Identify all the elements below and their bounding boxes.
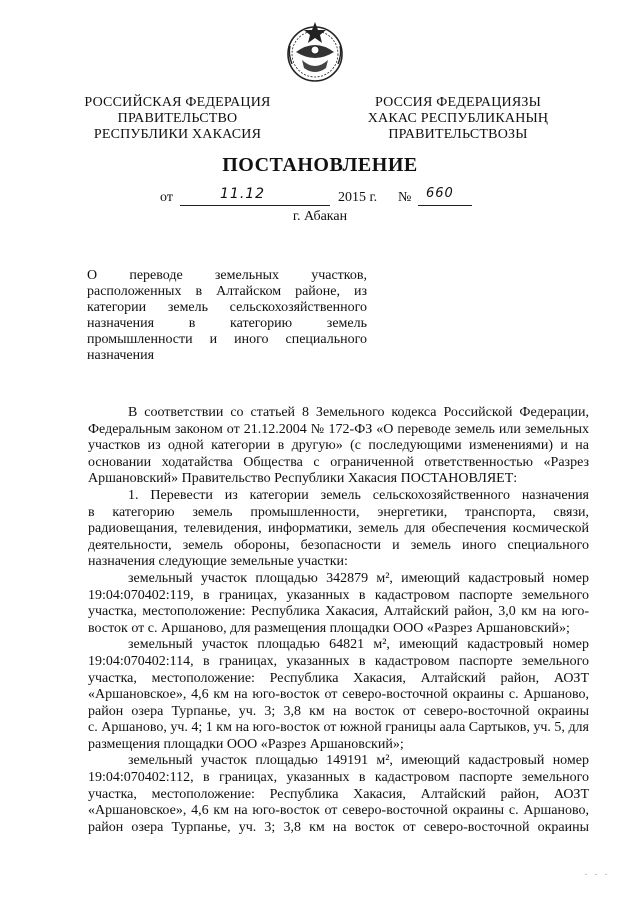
body-line: восток от с. Аршаново, для размещения площадки ООО «Разрез Аршановский»; — [88, 620, 570, 636]
header-left-line-1: РОССИЙСКАЯ ФЕДЕРАЦИЯ — [84, 95, 271, 110]
document-type-title: ПОСТАНОВЛЕНИЕ — [222, 154, 418, 176]
body-line: земельный участок площадью 64821 м², имеющий кадастровый номер — [128, 637, 589, 653]
body-line: район озера Турпанье, уч. 3; 3,8 км на восток от северо-восточной окраины — [88, 819, 589, 835]
body-line: участка, местоположение: Республика Хакасия, Алтайский район, АОЗТ — [88, 786, 589, 802]
body-line: земельный участок площадью 149191 м², имеющий кадастровый номер — [128, 753, 589, 769]
body-line: 1. Перевести из категории земель сельскохозяйственного назначения — [128, 487, 589, 503]
body-line: 19:04:070402:112, в границах, указанных в кадастровом паспорте земельного — [88, 770, 589, 786]
subject-line: назначения в категорию земель — [87, 316, 367, 331]
scan-corner-marks: . . . — [585, 868, 610, 877]
subject-line: назначения — [87, 348, 155, 363]
body-line: в категорию земель промышленности, энергетики, транспорта, связи, — [88, 504, 589, 520]
body-line: с. Аршаново, уч. 4; 1 км на юго-восток от южной границы аала Сартыков, уч. 5, для — [88, 720, 589, 736]
body-line: «Аршановское», 4,6 км на юго-восток от северо-восточной окраины с. Аршаново, — [88, 687, 589, 703]
body-line: В соответствии со статьей 8 Земельного кодекса Российской Федерации, — [128, 405, 589, 420]
coat-of-arms-emblem — [282, 16, 348, 88]
header-khakas — [358, 95, 558, 143]
number-sign: № — [398, 190, 412, 205]
body-line: 19:04:070402:114, в границах, указанных в кадастровом паспорте земельного — [88, 653, 589, 669]
body-line: участка, местоположение: Республика Хакасия, Алтайский район, АОЗТ — [88, 670, 589, 686]
subject-line: расположенных в Алтайском районе, из — [87, 284, 367, 299]
body-line: радиовещания, телевидения, информатики, земель для обеспечения космической — [88, 521, 589, 537]
header-left-line-2: ПРАВИТЕЛЬСТВО — [117, 111, 238, 126]
body-line: 19:04:070402:119, в границах, указанных в кадастровом паспорте земельного — [88, 587, 589, 603]
header-russian — [80, 95, 275, 143]
date-handwritten: 11.12 — [220, 186, 266, 202]
number-handwritten: 660 — [426, 186, 454, 201]
body-line: «Аршановское», 4,6 км на юго-восток от северо-восточной окраины с. Аршаново, — [88, 803, 589, 819]
subject-block — [87, 268, 367, 364]
body-line: назначения следующие земельные участки: — [88, 554, 348, 570]
body-line: земельный участок площадью 342879 м², имеющий кадастровый номер — [128, 570, 589, 586]
subject-line: промышленности и иного специального — [87, 332, 367, 347]
header-left-line-3: РЕСПУБЛИКИ ХАКАСИЯ — [93, 127, 262, 142]
body-line: деятельности, земель обороны, безопасности и земель иного специального — [88, 537, 589, 553]
resolution-body — [88, 405, 589, 836]
body-line: участков из одной категории в другую» (с последующими изменениями) и на — [88, 438, 589, 454]
subject-line: О переводе земельных участков, — [87, 268, 367, 283]
date-prefix: от — [160, 190, 173, 205]
header-right-line-2: ХАКАС РЕСПУБЛИКАНЫҢ — [367, 111, 549, 126]
header-right-line-1: РОССИЯ ФЕДЕРАЦИЯЗЫ — [374, 95, 542, 110]
body-line: участка, местоположение: Республика Хакасия, Алтайский район, 3,0 км на юго- — [88, 604, 589, 620]
body-line: Аршановский» Правительство Республики Хакасия ПОСТАНОВЛЯЕТ: — [88, 471, 518, 487]
subject-line: категории земель сельскохозяйственного — [87, 300, 367, 315]
date-number-line — [160, 186, 490, 208]
body-line: размещения площадки ООО «Разрез Аршановский»; — [88, 736, 404, 752]
header-right-line-3: ПРАВИТЕЛЬСТВОЗЫ — [388, 127, 528, 142]
city-name: г. Абакан — [292, 209, 348, 224]
body-line: район озера Турпанье, уч. 3; 3,8 км на восток от северо-восточной окраины — [88, 703, 589, 719]
body-line: основании ходатайства Общества с ограниченной ответственностью «Разрез — [88, 454, 589, 470]
body-line: Федеральным законом от 21.12.2004 № 172-ФЗ «О переводе земель или земельных — [88, 421, 589, 437]
year-text: 2015 г. — [338, 190, 378, 205]
